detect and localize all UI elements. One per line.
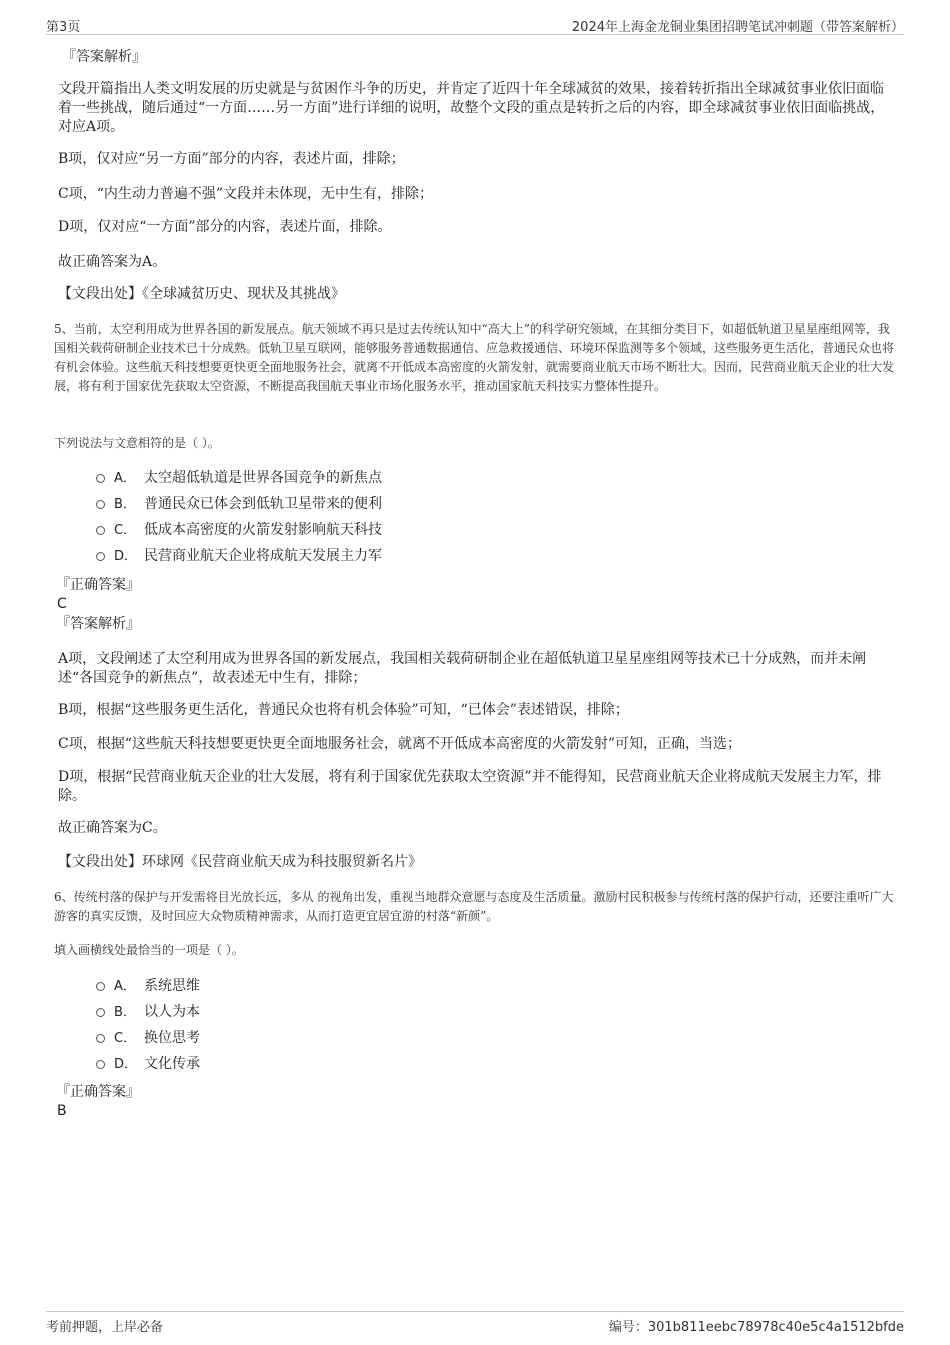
q5-option-a[interactable]: A． 太空超低轨道是世界各国竞争的新焦点	[96, 468, 382, 494]
q5-analysis-label: 『答案解析』	[56, 616, 140, 632]
q6-question: 填入画横线处最恰当的一项是（ ）。	[54, 943, 244, 957]
page-footer	[46, 1311, 904, 1336]
q4-analysis-label: 『答案解析』	[62, 49, 146, 65]
page-number: 第3页	[46, 20, 81, 35]
q4-analysis-paragraph: 文段开篇指出人类文明发展的历史就是与贫困作斗争的历史，并肯定了近四十年全球减贫的效果，接着转折指出全球减贫事业依旧面临着一些挑战，随后通过“一方面……另一方面”进行详细的说明，故整个文段的重点是转折之后的内容，即全球减贫事业依旧面临挑战，对应A项。	[58, 81, 885, 135]
q5-option-c[interactable]: C． 低成本高密度的火箭发射影响航天科技	[96, 520, 382, 546]
q5-option-d[interactable]: D． 民营商业航天企业将成航天发展主力军	[96, 546, 382, 572]
q5-analysis-b: B项，根据“这些服务更生活化，普通民众也将有机会体验”可知，“已体会”表述错误，排除；	[58, 702, 629, 718]
q5-question: 下列说法与文意相符的是（ ）。	[54, 436, 220, 450]
footer-slogan: 考前押题，上岸必备	[46, 1320, 164, 1335]
radio-icon[interactable]	[96, 1034, 105, 1043]
q5-options	[96, 468, 382, 572]
q5-answer: C	[57, 596, 67, 612]
q4-source: 【文段出处】《全球减贫历史、现状及其挑战》	[58, 286, 345, 302]
q5-stem: 5、当前，太空利用成为世界各国的新发展点。航天领域不再只是过去传统认知中“高大上”的科学研究领域，在其细分类目下，如超低轨道卫星星座组网等，我国相关载荷研制企业技术已十分成熟。低轨卫星互联网，能够服务普通数据通信、应急救援通信、环境环保监测等多个领域，这些服务更生活化，普通民众也将有机会体验。这些航天科技想要更快更全面地服务社会，就离不开低成本高密度的火箭发射，就需要商业航天市场不断壮大。因而，民营商业航天企业的壮大发展，将有利于国家优先获取太空资源，不断提高我国航天事业市场化服务水平，推动国家航天科技实力整体性提升。	[54, 322, 895, 393]
q6-options	[96, 976, 200, 1080]
q4-analysis-c: C项，“内生动力普遍不强”文段并未体现，无中生有，排除；	[58, 186, 434, 202]
q5-answer-label: 『正确答案』	[56, 577, 140, 593]
q6-answer: B	[57, 1103, 67, 1119]
page-header	[46, 14, 904, 35]
q5-analysis-a: A项，文段阐述了太空利用成为世界各国的新发展点，我国相关载荷研制企业在超低轨道卫星星座组网等技术已十分成熟，而并未阐述“各国竞争的新焦点”，故表述无中生有，排除；	[58, 651, 867, 686]
q6-option-c[interactable]: C． 换位思考	[96, 1028, 200, 1054]
radio-icon[interactable]	[96, 552, 105, 561]
q5-analysis-d: D项，根据“民营商业航天企业的壮大发展，将有利于国家优先获取太空资源”并不能得知，民营商业航天企业将成航天发展主力军，排除。	[58, 769, 882, 804]
q6-answer-label: 『正确答案』	[56, 1084, 140, 1100]
q5-conclusion: 故正确答案为C。	[58, 820, 167, 836]
q4-conclusion: 故正确答案为A。	[58, 254, 167, 270]
q6-option-d[interactable]: D． 文化传承	[96, 1054, 200, 1080]
q4-analysis-b: B项，仅对应“另一方面”部分的内容，表述片面，排除；	[58, 151, 405, 167]
radio-icon[interactable]	[96, 982, 105, 991]
radio-icon[interactable]	[96, 500, 105, 509]
q5-source: 【文段出处】环球网《民营商业航天成为科技服贸新名片》	[58, 854, 422, 870]
q5-option-b[interactable]: B． 普通民众已体会到低轨卫星带来的便利	[96, 494, 382, 520]
radio-icon[interactable]	[96, 1008, 105, 1017]
q6-stem: 6、传统村落的保护与开发需将目光放长远，多从 的视角出发，重视当地群众意愿与态度及生活质量。激励村民积极参与传统村落的保护行动，还要注重听广大游客的真实反馈，及时回应大众物质精神需求，从而打造更宜居宜游的村落“新颜”。	[54, 890, 894, 923]
q6-option-a[interactable]: A． 系统思维	[96, 976, 200, 1002]
radio-icon[interactable]	[96, 1060, 105, 1069]
radio-icon[interactable]	[96, 474, 105, 483]
q5-analysis-c: C项，根据“这些航天科技想要更快更全面地服务社会，就离不开低成本高密度的火箭发射”可知，正确，当选；	[58, 736, 742, 752]
q6-option-b[interactable]: B． 以人为本	[96, 1002, 200, 1028]
q4-analysis-d: D项，仅对应“一方面”部分的内容，表述片面，排除。	[58, 219, 392, 235]
document-title: 2024年上海金龙铜业集团招聘笔试冲刺题（带答案解析）	[571, 20, 904, 35]
radio-icon[interactable]	[96, 526, 105, 535]
document-code: 编号：301b811eebc78978c40e5c4a1512bfde	[608, 1320, 904, 1335]
